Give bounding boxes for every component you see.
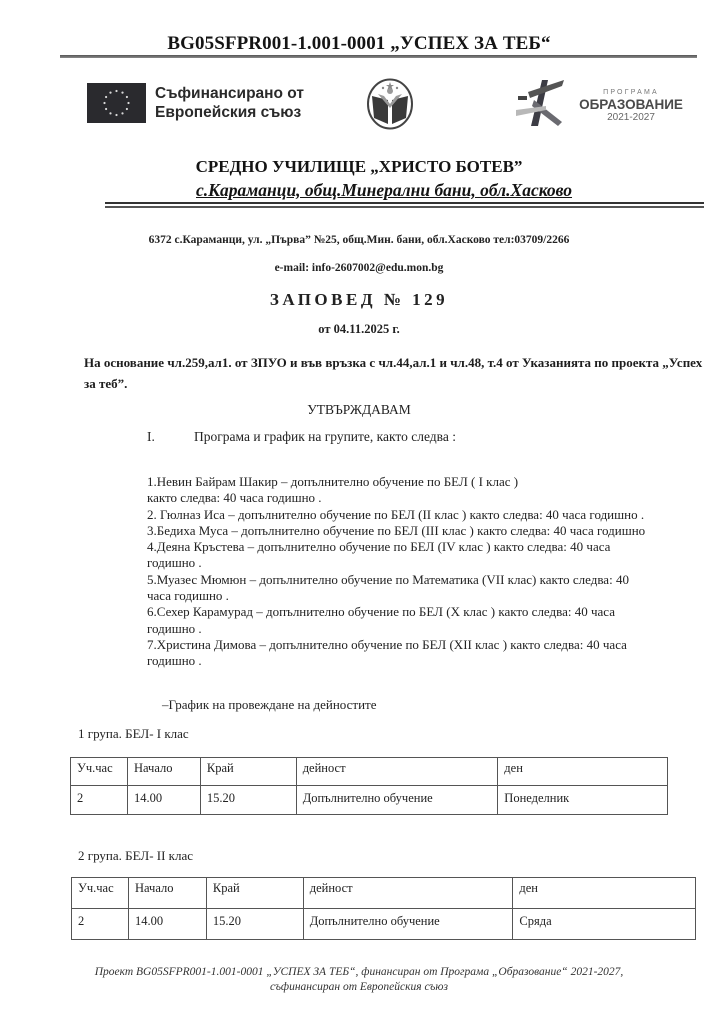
list-item: 1.Невин Байрам Шакир – допълнително обучение по БЕЛ ( I клас ) [147, 474, 519, 489]
table-row [72, 909, 696, 940]
list-item-continuation: часа годишно . [147, 588, 229, 604]
list-item: 6.Сехер Карамурад – допълнително обучение по БЕЛ (X клас ) както следва: 40 часа [147, 604, 615, 620]
program-label: ПРОГРАМА [603, 89, 659, 96]
list-item: 5.Муазес Мюмюн – допълнително обучение по Математика (VII клас) както следва: 40 [147, 571, 629, 587]
table-cell: 14.00 [127, 786, 200, 815]
footer-line-2: съфинансиран от Европейския съюз [270, 981, 448, 993]
list-item-continuation: годишно . [147, 555, 202, 571]
eu-text-line-1: Съфинансирано от [155, 85, 304, 102]
list-item: 2. Гюлназ Иса – допълнително обучение по БЕЛ (II клас ) както следва: 40 часа годишно . [147, 506, 645, 522]
school-name: СРЕДНО УЧИЛИЩЕ „ХРИСТО БОТЕВ” [195, 157, 523, 176]
table-cell: Понеделник [498, 786, 668, 815]
school-address: с.Караманци, общ.Минерални бани, обл.Хасково [196, 180, 573, 200]
list-item-continuation: годишно . [147, 620, 202, 636]
order-basis: На основание чл.259,ал1. от ЗПУО и във връзка с чл.44,ал.1 и чл.48, т.4 от Указанията по проекта „Успех за теб”. [84, 355, 703, 391]
table-cell: Допълнително обучение [303, 909, 513, 940]
eu-cofunded-text [155, 84, 304, 122]
group-2-label: 2 група. БЕЛ- II клас [78, 848, 194, 863]
column-header: ден [498, 758, 668, 786]
column-header: Уч.час [72, 878, 129, 909]
list-item-continuation: годишно . [147, 653, 202, 669]
participants-list [147, 474, 692, 670]
email-info: e-mail: info-2607002@edu.mon.bg [274, 262, 444, 274]
list-item-continuation: както следва: 40 часа годишно . [147, 490, 322, 506]
approve-heading: УТВЪРЖДАВАМ [307, 402, 411, 417]
list-item: 3.Бедиха Муса – допълнително обучение по БЕЛ (III клас ) както следва: 40 часа годишно [147, 522, 646, 538]
group-1-label: 1 група. БЕЛ- I клас [78, 726, 189, 741]
program-name: ОБРАЗОВАНИЕ [579, 97, 683, 112]
list-item: 7.Христина Димова – допълнително обучение по БЕЛ (XII клас ) както следва: 40 часа [147, 636, 627, 652]
eu-text-line-2: Европейския съюз [155, 104, 302, 121]
program-years: 2021-2027 [607, 112, 655, 123]
order-date: от 04.11.2025 г. [318, 322, 400, 336]
table-cell: 2 [71, 786, 128, 815]
table-cell: 15.20 [206, 909, 303, 940]
group-2-schedule-table [71, 877, 696, 940]
table-cell: 14.00 [128, 909, 206, 940]
table-row [71, 786, 668, 815]
column-header: Начало [128, 878, 206, 909]
address-divider-bottom [105, 206, 704, 208]
column-header: ден [513, 878, 696, 909]
page-footer [0, 965, 718, 995]
column-header: дейност [303, 878, 513, 909]
table-cell: Сряда [513, 909, 696, 940]
project-title: BG05SFPR001-1.001-0001 „УСПЕХ ЗА ТЕБ“ [167, 33, 551, 54]
column-header: Начало [127, 758, 200, 786]
program-education-icon [516, 78, 566, 128]
program-education-text [566, 88, 696, 124]
table-cell: 15.20 [200, 786, 296, 815]
section-number: I. [147, 429, 155, 444]
contact-info: 6372 с.Караманци, ул. „Първа” №25, общ.Мин. бани, обл.Хасково тел:03709/2266 [148, 234, 570, 246]
table-cell: 2 [72, 909, 129, 940]
list-item: 4.Деяна Кръстева – допълнително обучение по БЕЛ (IV клас ) както следва: 40 часа [147, 539, 611, 555]
order-title: ЗАПОВЕД № 129 [269, 290, 449, 309]
address-divider-top [105, 202, 704, 204]
table-header-row [71, 758, 668, 786]
column-header: Уч.час [71, 758, 128, 786]
table-header-row [72, 878, 696, 909]
schedule-title: –График на провеждане на дейностите [162, 697, 377, 712]
column-header: Край [206, 878, 303, 909]
school-emblem-icon [366, 78, 414, 130]
section-label: Програма и график на групите, както следва : [194, 429, 456, 444]
header-divider [60, 55, 697, 58]
column-header: дейност [296, 758, 498, 786]
group-1-schedule-table [70, 757, 668, 815]
eu-flag-icon [87, 83, 146, 123]
table-cell: Допълнително обучение [296, 786, 498, 815]
footer-line-1: Проект BG05SFPR001-1.001-0001 „УСПЕХ ЗА ТЕБ“, финансиран от Програма „Образование“ 2021-2027, [94, 966, 624, 978]
column-header: Край [200, 758, 296, 786]
